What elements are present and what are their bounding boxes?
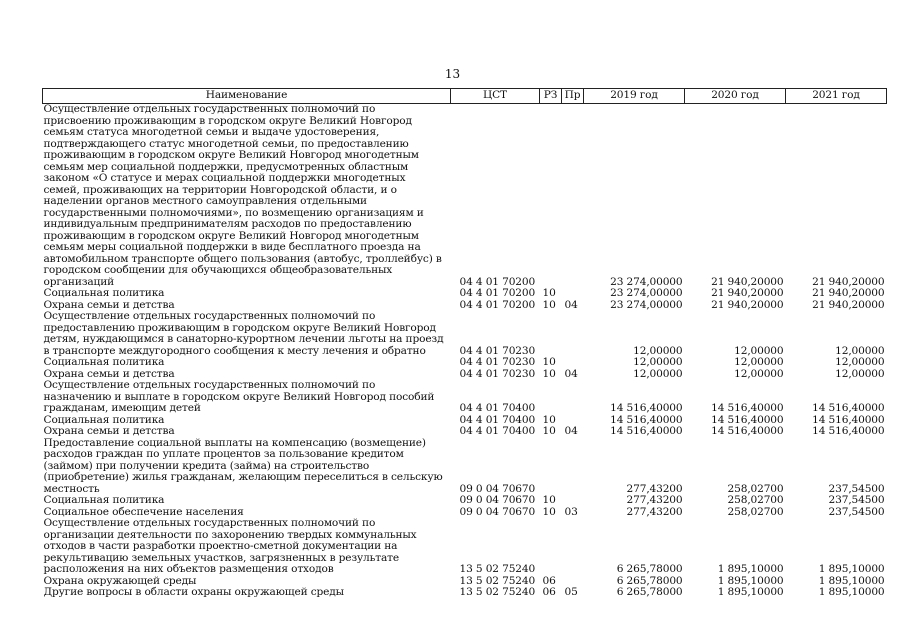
row-rz (540, 380, 562, 415)
row-cst: 09 0 04 70670 (459, 494, 536, 506)
row-2021: 237,54500 (828, 494, 885, 506)
row-cst: 04 4 01 70200 (459, 287, 536, 299)
header-rz: РЗ (540, 89, 562, 104)
row-2021: 237,54500 (828, 482, 885, 495)
row-2021: 12,00000 (835, 367, 885, 380)
row-cst: 04 4 01 70230 (459, 367, 536, 380)
header-2019: 2019 год (584, 89, 685, 104)
table-row (43, 311, 887, 357)
row-cst: 04 4 01 70400 (459, 413, 536, 426)
row-2020: 1 895,10000 (717, 574, 784, 587)
row-name: Социальная политика (43, 413, 165, 426)
row-2020: 258,02700 (727, 482, 784, 495)
row-name: Социальная политика (43, 356, 165, 368)
row-cst: 09 0 04 70670 (459, 482, 536, 495)
row-2021: 21 940,20000 (812, 298, 885, 311)
row-pr: 03 (564, 505, 578, 518)
row-pr: 04 (564, 367, 578, 380)
row-rz: 10 (542, 367, 556, 380)
row-rz (540, 518, 562, 576)
table-body (43, 104, 887, 599)
table-row (43, 438, 887, 496)
row-rz: 10 (542, 298, 556, 311)
row-2020: 12,00000 (734, 356, 784, 368)
row-rz: 10 (542, 356, 556, 368)
row-2020: 21 940,20000 (711, 275, 784, 288)
header-pr: Пр (562, 89, 584, 104)
row-2019: 23 274,00000 (610, 287, 683, 299)
row-cst: 13 5 02 75240 (459, 586, 536, 598)
table-header (43, 89, 887, 104)
page-number: 13 (444, 67, 461, 81)
row-2019: 277,43200 (626, 505, 683, 518)
row-rz: 10 (542, 505, 556, 518)
row-rz: 10 (542, 287, 556, 299)
row-2019: 12,00000 (633, 356, 683, 368)
row-2019: 6 265,78000 (616, 586, 683, 598)
row-name: Охрана семьи и детства (43, 367, 175, 380)
header-name: Наименование (43, 89, 451, 104)
row-2021: 21 940,20000 (812, 287, 885, 299)
row-rz: 10 (542, 425, 556, 437)
row-pr: 04 (564, 425, 578, 437)
row-cst: 13 5 02 75240 (459, 563, 536, 575)
table-row (43, 288, 887, 300)
row-name: Социальное обеспечение населения (43, 505, 244, 518)
row-rz: 10 (542, 494, 556, 506)
row-2021: 21 940,20000 (812, 275, 885, 288)
table-row (43, 357, 887, 369)
row-2020: 1 895,10000 (717, 563, 784, 575)
row-2021: 14 516,40000 (812, 413, 885, 426)
row-pr (562, 518, 584, 576)
table-row (43, 495, 887, 507)
row-2019: 6 265,78000 (616, 574, 683, 587)
row-pr (562, 380, 584, 415)
row-name: Осуществление отдельных государственных полномочий по присвоению проживающим в городском округе Великий Новгород семьям статуса многодетной семьи и выдаче удостоверения, подтверждающего статус многодетной семьи, по предоставлению проживающим в городском округе Великий Новгород многодетным семьям мер социальной поддержки, предусмотренных областным законом «О статусе и мерах социальной поддержки многодетных семей, проживающих на территории Новгородской области, и о наделении органов местного самоуправления отдельными государственными полномочиями», по возмещению организациям и индивидуальным предпринимателям расходов по предоставлению проживающим в городском округе Великий Новгород многодетным семьям меры социальной поддержки в виде бесплатного проезда на автомобильном транспорте общего пользования (автобус, троллейбус) в городском сообщении для обучающихся общеобразовательных организаций (43, 103, 442, 288)
row-rz: 06 (542, 586, 556, 598)
row-pr: 04 (564, 298, 578, 311)
row-2020: 14 516,40000 (711, 425, 784, 437)
header-2020: 2020 год (685, 89, 786, 104)
row-name: Другие вопросы в области охраны окружающей среды (43, 586, 344, 598)
row-cst: 13 5 02 75240 (459, 574, 536, 587)
row-name: Социальная политика (43, 287, 165, 299)
row-cst: 04 4 01 70230 (459, 344, 536, 357)
row-2019: 14 516,40000 (610, 413, 683, 426)
row-cst: 04 4 01 70400 (459, 425, 536, 437)
row-name: Охрана окружающей среды (43, 574, 197, 587)
table-row (43, 518, 887, 576)
row-2019: 12,00000 (633, 367, 683, 380)
header-2021: 2021 год (786, 89, 887, 104)
row-cst: 04 4 01 70200 (459, 275, 536, 288)
row-2020: 258,02700 (727, 505, 784, 518)
row-2019: 277,43200 (626, 482, 683, 495)
row-name: Осуществление отдельных государственных полномочий по предоставлению проживающим в городском округе Великий Новгород детям, нуждающимся в санаторно-курортном лечении льготы на проезд в транспорте междугородного сообщения к месту лечения и обратно (43, 310, 444, 357)
row-2020: 12,00000 (734, 344, 784, 357)
row-name: Охрана семьи и детства (43, 425, 175, 437)
row-2020: 21 940,20000 (711, 287, 784, 299)
row-rz (540, 104, 562, 289)
row-2019: 23 274,00000 (610, 298, 683, 311)
row-pr (562, 438, 584, 496)
table-row (43, 426, 887, 438)
header-cst: ЦСТ (451, 89, 540, 104)
row-2021: 237,54500 (828, 505, 885, 518)
row-2021: 12,00000 (835, 356, 885, 368)
row-pr (562, 357, 584, 369)
table-row (43, 587, 887, 599)
table-row (43, 380, 887, 415)
row-2019: 12,00000 (633, 344, 683, 357)
row-2020: 21 940,20000 (711, 298, 784, 311)
row-2020: 14 516,40000 (711, 413, 784, 426)
row-pr (562, 104, 584, 289)
row-name: Предоставление социальной выплаты на компенсацию (возмещение) расходов граждан по уплате процентов за пользование кредитом (займом) при получении кредита (займа) на строительство (приобретение) жилья гражданам, желающим переселиться в сельскую местность (43, 436, 443, 495)
row-name: Социальная политика (43, 494, 165, 506)
row-2019: 277,43200 (626, 494, 683, 506)
row-cst: 09 0 04 70670 (459, 505, 536, 518)
row-name: Осуществление отдельных государственных полномочий по организации деятельности по захоронению твердых коммунальных отходов в части разработки проектно-сметной документации на рекультивацию земельных участков, загрязненных в результате расположения на них объектов размещения отходов (43, 517, 417, 575)
row-2020: 14 516,40000 (711, 402, 784, 414)
table-row (43, 104, 887, 289)
row-2021: 1 895,10000 (818, 574, 885, 587)
row-2020: 1 895,10000 (717, 586, 784, 598)
row-2019: 6 265,78000 (616, 563, 683, 575)
row-pr (562, 495, 584, 507)
row-2021: 1 895,10000 (818, 563, 885, 575)
row-2020: 258,02700 (727, 494, 784, 506)
row-2019: 23 274,00000 (610, 275, 683, 288)
row-name: Осуществление отдельных государственных полномочий по назначению и выплате в городском округе Великий Новгород пособий гражданам, имеющим детей (43, 379, 435, 414)
row-rz (540, 311, 562, 357)
row-2021: 14 516,40000 (812, 402, 885, 414)
row-rz: 06 (542, 574, 556, 587)
budget-table (42, 88, 887, 599)
row-2021: 1 895,10000 (818, 586, 885, 598)
row-2021: 12,00000 (835, 344, 885, 357)
row-pr: 05 (564, 586, 578, 598)
row-2019: 14 516,40000 (610, 425, 683, 437)
row-cst: 04 4 01 70400 (459, 402, 536, 414)
row-pr (562, 311, 584, 357)
row-2021: 14 516,40000 (812, 425, 885, 437)
row-name: Охрана семьи и детства (43, 298, 175, 311)
row-cst: 04 4 01 70230 (459, 356, 536, 368)
row-2019: 14 516,40000 (610, 402, 683, 414)
row-rz (540, 438, 562, 496)
row-cst: 04 4 01 70200 (459, 298, 536, 311)
row-rz: 10 (542, 413, 556, 426)
row-2020: 12,00000 (734, 367, 784, 380)
row-pr (562, 288, 584, 300)
